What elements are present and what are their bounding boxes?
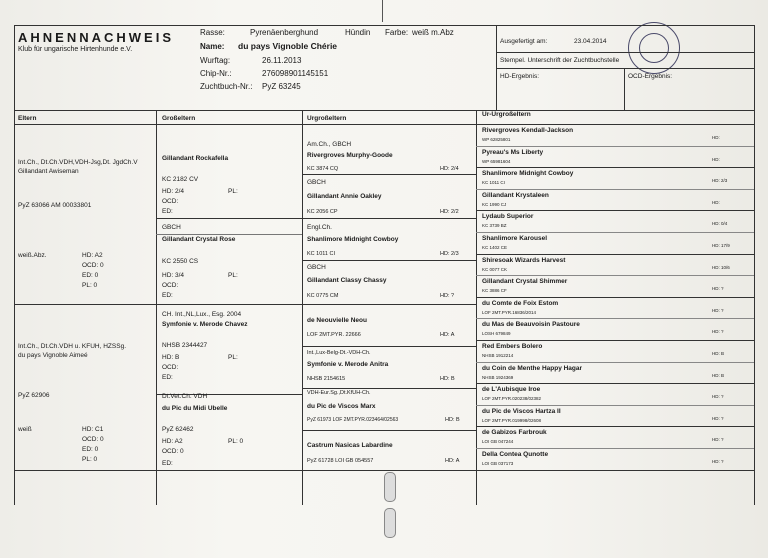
- dam-titles: Int.Ch., Dt.Ch.VDH u. KFUH, HZSSg.: [18, 343, 126, 350]
- sire-ocd: OCD: 0: [82, 262, 104, 269]
- gp1-ocd: OCD:: [162, 198, 179, 205]
- ggp2-reg: KC 2056 CP: [307, 209, 338, 215]
- ggg-reg: KC 3886 CF: [482, 288, 507, 294]
- gp1-hd: HD: 2/4: [162, 188, 185, 195]
- col-head-eltern: Eltern: [18, 115, 37, 122]
- sire-color: weiß.Abz.: [18, 252, 47, 259]
- dam-hd: HD: C1: [82, 426, 104, 433]
- ggg-reg: WP 65981604: [482, 158, 511, 164]
- ggg-name: Red Embers Bolero: [482, 343, 543, 350]
- hd-ergebnis-label: HD-Ergebnis:: [500, 73, 540, 80]
- sire-pl: PL: 0: [82, 282, 98, 289]
- ggp3-titles: Engl.Ch.: [307, 224, 332, 231]
- dam-name: du pays Vignoble Aimeé: [18, 352, 88, 359]
- ggg-name: de L'Aubisque Iroe: [482, 386, 541, 394]
- gp4-reg: PyZ 62462: [162, 426, 194, 433]
- ggg-hd: HD: 2/3: [712, 178, 728, 184]
- gp3-ed: ED:: [162, 374, 173, 381]
- ggg-hd: HD: B: [712, 351, 725, 356]
- ausgefertigt-date: 23.04.2014: [574, 38, 607, 45]
- ggg-name: Rivergroves Kendall-Jackson: [482, 127, 574, 134]
- ggp4-titles: GBCH: [307, 264, 326, 271]
- sire-ed: ED: 0: [82, 272, 99, 279]
- ggp6-reg: NHSB 2154615: [307, 376, 346, 382]
- ggg-reg: NHSB 1924369: [482, 374, 514, 380]
- col-head-grosseltern: Großeltern: [162, 115, 196, 122]
- rasse-label: Rasse:: [200, 28, 225, 37]
- ggg-reg: LOF 2MT.PYR.019998/02608: [482, 417, 542, 423]
- ggp8-hd: HD: A: [445, 458, 460, 464]
- ggp2-name: Gillandant Annie Oakley: [307, 193, 382, 200]
- wurftag-label: Wurftag:: [200, 56, 231, 65]
- farbe-value: weiß m.Abz: [412, 28, 454, 37]
- dam-reg: PyZ 62906: [18, 392, 50, 399]
- ggg-name: du Coin de Menthe Happy Hagar: [482, 364, 583, 372]
- ggp4-reg: KC 0775 CM: [307, 293, 339, 299]
- gp3-titles: CH. Int.,NL,Lux., Esg. 2004: [162, 311, 242, 318]
- gp4-ed: ED:: [162, 460, 173, 467]
- ggg-reg: KC 3739 BZ: [482, 223, 507, 229]
- ggg-reg: LOF 2MT.PYR.020238/02382: [482, 396, 542, 402]
- gender-value: Hündin: [345, 28, 371, 37]
- ggg-reg: KC 0077 CK: [482, 266, 508, 272]
- ggp6-titles: Int.,Lux-Belg-Dt.-VDH-Ch.: [307, 350, 371, 356]
- ggg-reg: KC 1402 CE: [482, 245, 508, 250]
- gp4-ocd: OCD: 0: [162, 448, 184, 455]
- sire-reg: PyZ 63066 AM 00033801: [18, 202, 92, 209]
- ggp8-reg: PyZ 61728 LOI GB 054557: [307, 458, 374, 464]
- ggp7-hd: HD: B: [445, 417, 460, 423]
- ggg-reg: LOI GB 047244: [482, 439, 514, 445]
- ggp4-hd: HD: ?: [440, 293, 455, 299]
- ggp5-name: de Neouvielle Neou: [307, 317, 367, 324]
- gp2-reg: KC 2550 CS: [162, 258, 199, 265]
- ggg-reg: NHSB 1912214: [482, 353, 514, 358]
- ggg-reg: KC 1990 CJ: [482, 201, 507, 207]
- ggg-hd: HD: ?: [712, 307, 724, 313]
- punch-hole-icon: [384, 472, 396, 502]
- ggg-hd: HD: ?: [712, 415, 724, 421]
- gp2-pl: PL:: [228, 272, 238, 279]
- farbe-label: Farbe:: [385, 28, 409, 37]
- ggg-hd: HD: B: [712, 372, 725, 378]
- gp3-pl: PL:: [228, 354, 238, 361]
- ggg-name: Della Contea Qunotte: [482, 451, 549, 458]
- gp4-hd: HD: A2: [162, 438, 183, 445]
- ggp8-name: Castrum Nasicas Labardine: [307, 442, 393, 449]
- gp4-pl: PL: 0: [228, 438, 244, 445]
- ggp3-reg: KC 1011 CI: [307, 251, 336, 257]
- ggg-hd: HD: ?: [712, 329, 724, 335]
- ggg-hd: HD: 17/9: [712, 243, 730, 248]
- dog-name: du pays Vignoble Chérie: [238, 41, 338, 51]
- ggp5-hd: HD: A: [440, 332, 455, 338]
- ggp1-name: Rivergroves Murphy-Goode: [307, 152, 393, 159]
- gp1-pl: PL:: [228, 188, 238, 195]
- gp1-reg: KC 2182 CV: [162, 176, 199, 183]
- zuchtbuch-label: Zuchtbuch-Nr.:: [200, 82, 253, 91]
- ggg-hd: HD:: [712, 135, 720, 140]
- ggg-hd: HD:: [712, 199, 720, 205]
- gp2-hd: HD: 3/4: [162, 272, 185, 279]
- gp3-hd: HD: B: [162, 354, 180, 361]
- dam-color: weiß: [18, 426, 32, 433]
- ggp2-titles: GBCH: [307, 179, 326, 186]
- document-title: AHNENNACHWEIS: [18, 30, 174, 45]
- gp2-name: Gillandant Crystal Rose: [162, 236, 236, 243]
- club-stamp-icon: [628, 22, 680, 74]
- ggg-hd: HD: ?: [712, 286, 724, 292]
- ggp4-name: Gillandant Classy Chassy: [307, 277, 387, 284]
- ggg-reg: WP 62825801: [482, 137, 511, 142]
- rasse-value: Pyrenäenberghund: [250, 28, 319, 37]
- gp3-ocd: OCD:: [162, 364, 179, 371]
- ausgefertigt-label: Ausgefertigt am:: [500, 38, 548, 45]
- gp2-ed: ED:: [162, 292, 173, 299]
- sire-titles: Int.Ch., Dt.Ch.VDH,VDH-Jsg,Dt. JgdCh.V: [18, 159, 138, 166]
- ggp7-name: du Pic de Viscos Marx: [307, 403, 376, 410]
- ggg-name: Shiresoak Wizards Harvest: [482, 256, 566, 264]
- ggg-hd: HD: ?: [712, 394, 724, 400]
- ocd-ergebnis-label: OCD-Ergebnis:: [628, 73, 673, 80]
- ggg-name: Gillandant Crystal Shimmer: [482, 278, 568, 286]
- ggp1-reg: KC 3874 CQ: [307, 166, 339, 172]
- ggg-hd: HD: ?: [712, 459, 724, 464]
- ggg-name: Lydaub Superior: [482, 213, 534, 221]
- ggp3-hd: HD: 2/3: [440, 251, 459, 257]
- ggg-name: du Comte de Foix Estom: [482, 299, 559, 307]
- ggg-name: Shanlimore Midnight Cowboy: [482, 170, 574, 178]
- zuchtbuch-value: PyZ 63245: [262, 82, 301, 91]
- ggg-name: Pyreau's Ms Liberty: [482, 148, 544, 156]
- ggp1-hd: HD: 2/4: [440, 166, 459, 172]
- ggg-reg: LOI GB 037173: [482, 461, 514, 466]
- ggg-hd: HD: 10/6: [712, 264, 730, 270]
- ggg-reg: KC 1011 CI: [482, 180, 505, 186]
- ggp7-titles: VDH-Eur.Sg.,Dt.KfUH-Ch.: [307, 390, 371, 396]
- punch-hole-icon: [384, 508, 396, 538]
- gp1-name: Gillandant Rockafella: [162, 155, 229, 162]
- ggg-reg: LOSH 679849: [482, 331, 511, 337]
- col-head-urgrosseltern: Urgroßeltern: [307, 115, 347, 122]
- gp4-titles: Dt.Vet.Ch. VDH: [162, 393, 208, 400]
- dam-pl: PL: 0: [82, 456, 98, 463]
- sire-name: Gillandant Awiseman: [18, 168, 79, 175]
- gp3-reg: NHSB 2344427: [162, 342, 208, 349]
- name-label: Name:: [200, 42, 225, 51]
- ggg-hd: HD:: [712, 156, 720, 162]
- ggg-name: du Mas de Beauvoisin Pastoure: [482, 321, 580, 329]
- chip-label: Chip-Nr.:: [200, 69, 232, 78]
- ggp7-reg: PyZ 61973 LOF 2MT.PYR.023464/02563: [307, 417, 399, 423]
- ggg-name: du Pic de Viscos Hartza II: [482, 407, 561, 415]
- ggg-name: Shanlimore Karousel: [482, 235, 548, 242]
- ggg-hd: HD: ?: [712, 437, 724, 443]
- gp2-titles: GBCH: [162, 224, 181, 231]
- dam-ocd: OCD: 0: [82, 436, 104, 443]
- ggp3-name: Shanlimore Midnight Cowboy: [307, 236, 399, 243]
- gp2-ocd: OCD:: [162, 282, 179, 289]
- ggp6-name: Symfonie v. Merode Anitra: [307, 361, 389, 368]
- chip-value: 276098901145151: [262, 69, 329, 78]
- club-name: Klub für ungarische Hirtenhunde e.V.: [18, 46, 133, 53]
- ggp5-reg: LOF 2MT.PYR. 22666: [307, 332, 361, 338]
- wurftag-value: 26.11.2013: [262, 56, 302, 65]
- gp1-ed: ED:: [162, 208, 173, 215]
- ggp1-titles: Am.Ch., GBCH: [307, 141, 352, 148]
- dam-ed: ED: 0: [82, 446, 99, 453]
- ggp6-hd: HD: B: [440, 376, 455, 382]
- gp3-name: Symfonie v. Merode Chavez: [162, 321, 248, 328]
- ggp2-hd: HD: 2/2: [440, 209, 459, 215]
- sire-hd: HD: A2: [82, 252, 103, 259]
- stempel-label: Stempel. Unterschrift der Zuchtbuchstelle: [500, 57, 620, 64]
- gp4-name: du Pic du Midi Ubelle: [162, 405, 228, 412]
- ggg-hd: HD: 0/4: [712, 221, 728, 227]
- ggg-name: de Gabizos Farbrouk: [482, 429, 547, 437]
- ggg-reg: LOF 2MT.PYR.16836/2014: [482, 309, 537, 315]
- ggg-name: Gillandant Krystaleen: [482, 191, 549, 199]
- col-head-ururgrosseltern: Ur-Urgroßeltern: [482, 111, 531, 118]
